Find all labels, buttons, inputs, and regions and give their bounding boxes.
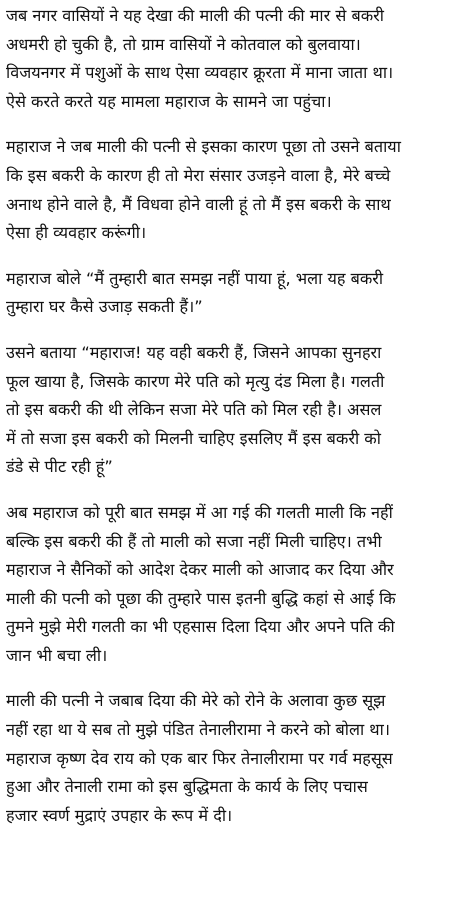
paragraph-1	[6, 2, 470, 116]
paragraph-3	[6, 265, 470, 322]
text-line: डंडे से पीट रही हूं”	[6, 457, 113, 477]
text-line: ऐसा ही व्यवहार करूंगी।	[6, 223, 147, 243]
text-line: ऐसे करते करते यह मामला महाराज के सामने जा पहुंचा।	[6, 91, 332, 111]
paragraph-4	[6, 339, 470, 482]
text-line: विजयनगर में पशुओं के साथ ऐसा व्यवहार क्रूरता में माना जाता था।	[6, 63, 394, 83]
text-line: तुमने मुझे मेरी गलती का भी एहसास दिला दिया और अपने पति की	[6, 617, 395, 637]
text-line: बल्कि इस बकरी की हैं तो माली को सजा नहीं मिली चाहिए। तभी	[6, 531, 382, 551]
text-line: माली की पत्नी ने जबाब दिया की मेरे को रोने के अलावा कुछ सूझ	[6, 691, 386, 711]
paragraph-5	[6, 499, 470, 671]
paragraph-6	[6, 687, 470, 830]
text-line: तुम्हारा घर कैसे उजाड़ सकती हैं।”	[6, 297, 203, 317]
text-line: कि इस बकरी के कारण ही तो मेरा संसार उजड़ने वाला है, मेरे बच्चे	[6, 165, 391, 185]
text-line: जान भी बचा ली।	[6, 645, 108, 665]
text-line: महाराज कृष्ण देव राय को एक बार फिर तेनालीरामा पर गर्व महसूस	[6, 748, 393, 768]
text-line: अधमरी हो चुकी है, तो ग्राम वासियों ने कोतवाल को बुलवाया।	[6, 34, 361, 54]
text-line: हुआ और तेनाली रामा को इस बुद्धिमता के कार्य के लिए पचास	[6, 777, 368, 797]
text-line: जब नगर वासियों ने यह देखा की माली की पत्नी की मार से बकरी	[6, 6, 384, 25]
text-line: में तो सजा इस बकरी को मिलनी चाहिए इसलिए मैं इस बकरी को	[6, 428, 381, 448]
text-line: फूल खाया है, जिसके कारण मेरे पति को मृत्यु दंड मिला है। गलती	[6, 371, 385, 391]
text-line: अनाथ होने वाले है, मैं विधवा होने वाली हूं तो मैं इस बकरी के साथ	[6, 194, 391, 214]
text-line: महाराज ने सैनिकों को आदेश देकर माली को आजाद कर दिया और	[6, 560, 394, 580]
text-line: महाराज ने जब माली की पत्नी से इसका कारण पूछा तो उसने बताया	[6, 137, 401, 157]
text-line: महाराज बोले “मैं तुम्हारी बात समझ नहीं पाया हूं, भला यह बकरी	[6, 268, 384, 288]
paragraph-2	[6, 133, 470, 247]
text-line: नहीं रहा था ये सब तो मुझे पंडित तेनालीरामा ने करने को बोला था।	[6, 720, 390, 740]
text-line: माली की पत्नी को पूछा की तुम्हारे पास इतनी बुद्धि कहां से आई कि	[6, 588, 396, 608]
text-line: अब महाराज को पूरी बात समझ में आ गई की गलती माली कि नहीं	[6, 502, 393, 522]
text-line: हजार स्वर्ण मुद्राएं उपहार के रूप में दी।	[6, 805, 233, 825]
text-line: उसने बताया “महाराज! यह वही बकरी हैं, जिसने आपका सुनहरा	[6, 342, 382, 362]
text-line: तो इस बकरी की थी लेकिन सजा मेरे पति को मिल रही है। असल	[6, 400, 382, 420]
